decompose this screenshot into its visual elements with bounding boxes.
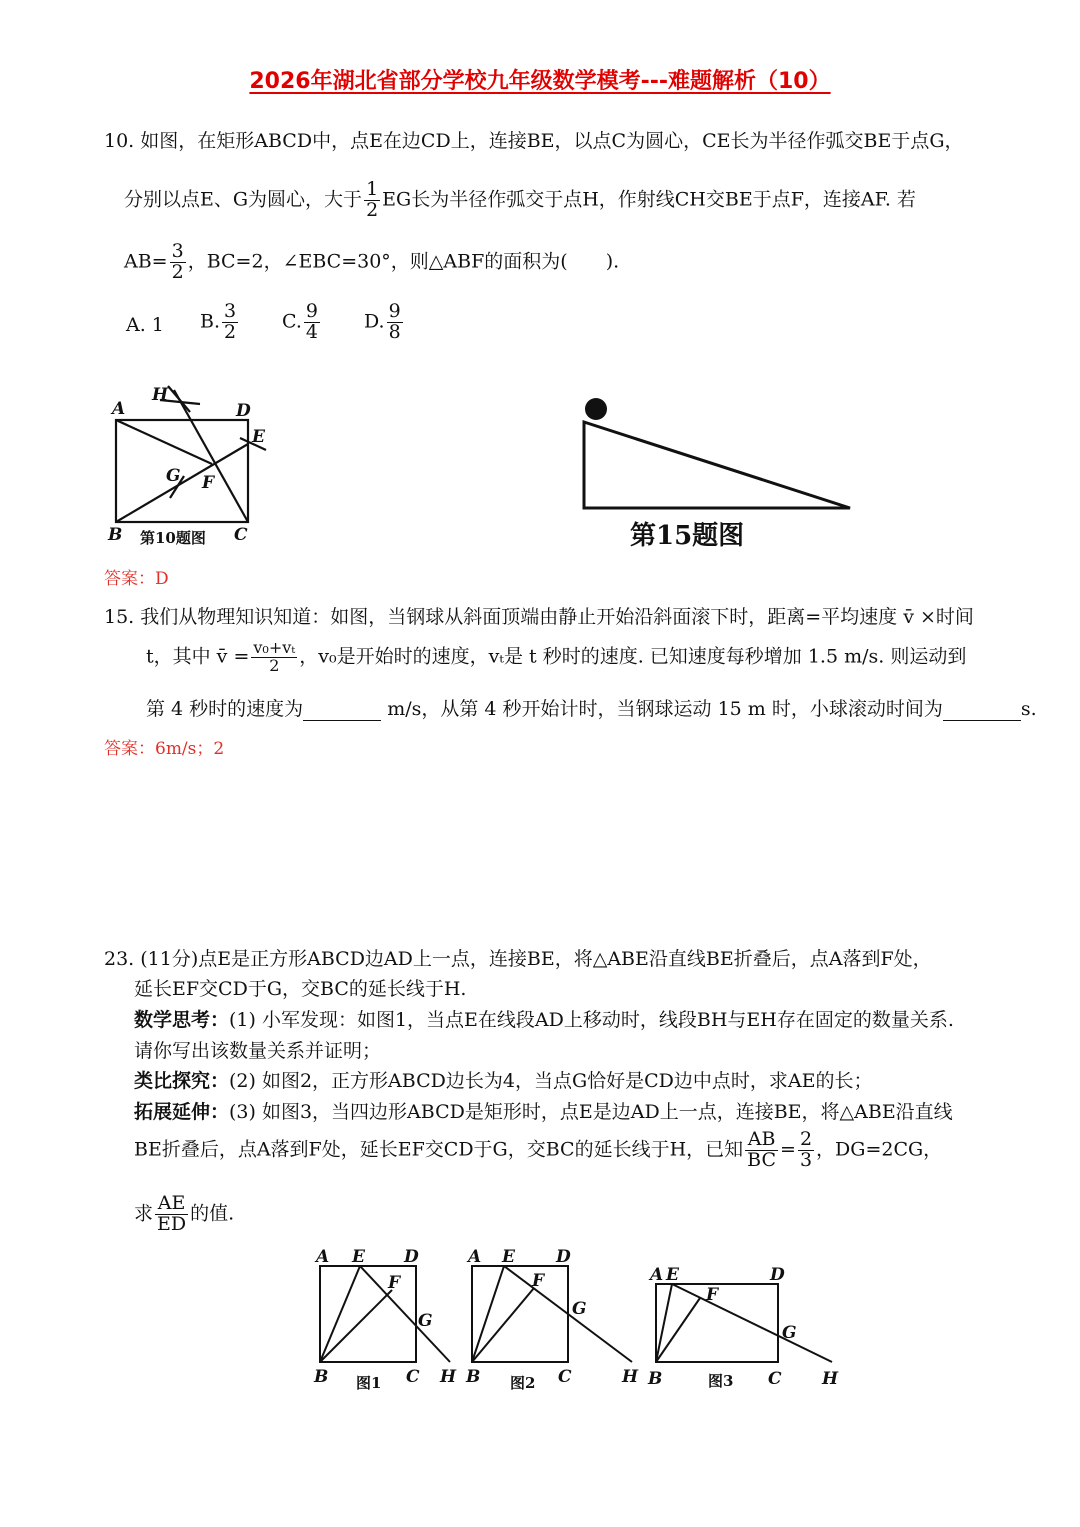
q10-line2 — [124, 180, 916, 221]
q10-option-d: D. $\frac{9}{8}$ — [364, 300, 401, 343]
q10-line2-a: 分别以点E、G为圆心，大于 — [124, 188, 363, 211]
q10-rectangle — [116, 420, 248, 522]
svg-text:D: D — [404, 1247, 419, 1267]
svg-text:A: A — [468, 1247, 482, 1267]
q10-figure — [100, 380, 280, 550]
svg-text:E: E — [666, 1265, 679, 1285]
q10-label-f: F — [202, 473, 215, 493]
q10-answer: 答案：D — [104, 569, 169, 589]
q23-think2: 请你写出该数量关系并证明； — [134, 1040, 382, 1062]
q23-condition: BE折叠后，点A落到F处，延长EF交CD于G，交BC的延长线于H，已知 $\frac{AB}{BC}$ = $\frac{2}{3}$ ，DG=2CG， — [134, 1128, 943, 1171]
q23-figure-1 — [310, 1248, 460, 1398]
q10-label-h: H — [152, 385, 169, 405]
svg-text:B: B — [466, 1367, 481, 1387]
q10-segment-af — [116, 420, 212, 464]
svg-text:B: B — [314, 1367, 329, 1387]
q15-figure — [580, 394, 860, 554]
q10-line3-a: AB= — [124, 250, 168, 273]
q10-label-a: A — [112, 399, 126, 419]
svg-text:B: B — [648, 1369, 663, 1389]
q10-option-b: B. $\frac{3}{2}$ — [200, 300, 237, 343]
svg-text:E: E — [502, 1247, 515, 1267]
q10-figure-caption: 第10题图 — [140, 529, 206, 547]
q10-line1: 10. 如图，在矩形ABCD中，点E在边CD上，连接BE，以点C为圆心，CE长为半径作弧交BE于点G， — [104, 130, 964, 152]
svg-text:G: G — [782, 1323, 797, 1343]
page-title: 2026年湖北省部分学校九年级数学模考---难题解析（10） — [249, 69, 831, 94]
q15-figure-caption: 第15题图 — [630, 521, 745, 551]
q15-slope — [584, 422, 850, 508]
svg-text:D: D — [770, 1265, 785, 1285]
q10-option-c: C. $\frac{9}{4}$ — [282, 300, 318, 343]
q10-arc-mark-2 — [168, 386, 190, 412]
q10-label-d: D — [236, 401, 251, 421]
q15-blank-2[interactable] — [943, 702, 1021, 721]
q23-analog: 类比探究：(2) 如图2，正方形ABCD边长为4，当点G恰好是CD边中点时，求AE的长； — [134, 1070, 873, 1092]
svg-text:A: A — [316, 1247, 330, 1267]
q10-segment-be — [116, 444, 248, 522]
svg-text:A: A — [650, 1265, 664, 1285]
q23-frac-ae-ed: $\frac{AE}{ED}$ — [157, 1192, 187, 1235]
svg-text:G: G — [418, 1311, 433, 1331]
q23-figure-2-caption: 图2 — [510, 1374, 536, 1392]
svg-text:D: D — [556, 1247, 571, 1267]
q15-line2: t，其中 v̄ = $\frac{\text{v₀+vₜ}}{2}$ ，v₀是开始时的速度，vₜ是 t 秒时的速度. 已知速度每秒增加 1.5 m/s. 则运动到 — [146, 638, 967, 675]
q23-figure-1-caption: 图1 — [356, 1374, 382, 1392]
q10-line3-b: ，BC=2，∠EBC=30°，则△ABF的面积为( ). — [187, 250, 620, 273]
q15-line1: 15. 我们从物理知识知道：如图，当钢球从斜面顶端由静止开始沿斜面滚下时，距离=平均速度 v̄ ×时间 — [104, 606, 974, 628]
svg-text:C: C — [406, 1367, 420, 1387]
q10-line2-b: EG长为半径作弧交于点H，作射线CH交BE于点F，连接AF. 若 — [382, 188, 916, 211]
svg-text:H: H — [440, 1367, 457, 1387]
q10-label-e: E — [252, 427, 265, 447]
svg-text:F: F — [532, 1271, 545, 1291]
q23-ask: 求 $\frac{AE}{ED}$ 的值. — [134, 1192, 235, 1235]
svg-text:H: H — [822, 1369, 839, 1389]
q15-answer: 答案：6m/s；2 — [104, 739, 225, 759]
q23-figure-3-caption: 图3 — [708, 1372, 734, 1390]
q23-extend: 拓展延伸：(3) 如图3，当四边形ABCD是矩形时，点E是边AD上一点，连接BE，将△ABE沿直线 — [134, 1101, 953, 1123]
q23-figure-2 — [462, 1248, 642, 1398]
svg-text:H: H — [622, 1367, 639, 1387]
q10-line3 — [124, 242, 619, 283]
q23-frac-2-3: $\frac{2}{3}$ — [799, 1128, 813, 1171]
q23-figure-3 — [646, 1262, 842, 1402]
q10-frac-half: $\frac{1}{2}$ — [366, 178, 379, 221]
q23-think: 数学思考：(1) 小军发现：如图1，当点E在线段AD上移动时，线段BH与EH存在固定的数量关系. — [134, 1009, 954, 1031]
svg-text:C: C — [768, 1369, 782, 1389]
svg-text:C: C — [558, 1367, 572, 1387]
q15-steel-ball — [585, 398, 607, 420]
q10-label-c: C — [234, 525, 248, 545]
q15-line3: 第 4 秒时的速度为 m/s，从第 4 秒开始计时，当钢球运动 15 m 时，小球滚动时间为 s. — [146, 698, 1037, 720]
q10-option-a: A. 1 — [126, 314, 164, 336]
q23-line2: 延长EF交CD于G，交BC的延长线于H. — [134, 978, 467, 1000]
q10-frac-ab: $\frac{3}{2}$ — [171, 240, 184, 283]
svg-text:F: F — [706, 1285, 719, 1305]
q10-label-g: G — [166, 466, 181, 486]
q15-blank-1[interactable] — [303, 702, 381, 721]
q10-label-b: B — [108, 525, 123, 545]
q23-line1: 23. (11分)点E是正方形ABCD边AD上一点，连接BE，将△ABE沿直线BE折叠后，点A落到F处， — [104, 948, 932, 970]
svg-text:G: G — [572, 1299, 587, 1319]
svg-text:F: F — [388, 1273, 401, 1293]
svg-text:E: E — [352, 1247, 365, 1267]
q23-frac-ab-bc: $\frac{AB}{BC}$ — [747, 1128, 777, 1171]
q15-frac-velocity: $\frac{\text{v₀+vₜ}}{2}$ — [253, 638, 296, 675]
